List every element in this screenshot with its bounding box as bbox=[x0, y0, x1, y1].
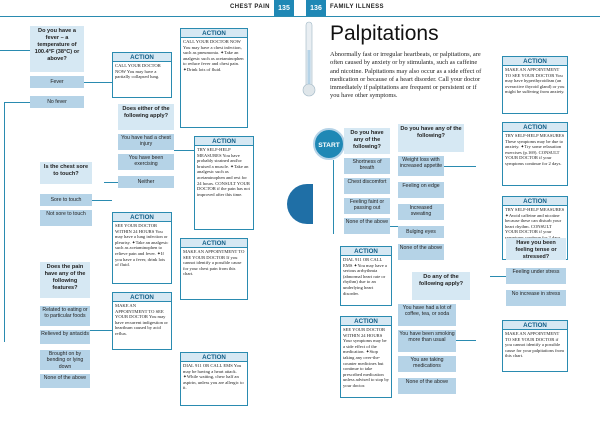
option-bending-lying[interactable]: Brought on by bending or lying down bbox=[40, 350, 90, 370]
action-collapsed-lung: ACTION CALL YOUR DOCTOR NOW You may have a partially collapsed lung. bbox=[112, 52, 172, 98]
option-fever[interactable]: Fever bbox=[30, 76, 84, 88]
connector bbox=[104, 182, 118, 183]
option-taking-medications[interactable]: You are taking medications bbox=[398, 356, 456, 372]
action-appointment-palpitations: ACTION MAKE AN APPOINTMENT TO SEE YOUR DOCTOR if you cannot identify a possible cause for your palpitations from this chart. bbox=[502, 320, 568, 372]
option-chest-discomfort[interactable]: Chest discomfort bbox=[344, 178, 390, 194]
question-serious-symptoms: Do you have any of the following? bbox=[344, 128, 390, 154]
option-none-above-b[interactable]: None of the above bbox=[398, 244, 444, 260]
start-badge: START bbox=[313, 128, 345, 160]
option-shortness-breath[interactable]: Shortness of breath bbox=[344, 158, 390, 174]
question-stress: Have you been feeling tense or stressed? bbox=[506, 238, 566, 260]
action-strained-muscle: ACTION TRY SELF-HELP MEASURES You have probably strained and/or bruised a muscle. ✦Take an analgesic such as acetaminophen and rest for 24 hours. CONSULT YOUR DOCTOR if the pain has not improved after this time. bbox=[194, 136, 254, 230]
action-avoid-caffeine: ACTION TRY SELF-HELP MEASURES ✦Avoid caffeine and nicotine because these can disturb your heart rhythm. CONSULT YOUR DOCTOR if your bbox=[502, 196, 568, 260]
action-anxiety: ACTION TRY SELF-HELP MEASURES These symptoms may be due to anxiety. ✦Try some relaxation exercises (p.169). CONSULT YOUR DOCTOR if your symptoms continue for 2 days. bbox=[502, 122, 568, 186]
connector bbox=[84, 82, 112, 83]
left-running-head: CHEST PAIN bbox=[230, 4, 270, 10]
connector bbox=[390, 226, 398, 227]
connector bbox=[90, 330, 112, 331]
question-pain-features: Does the pain have any of the following features? bbox=[40, 262, 90, 298]
right-page-number: 136 bbox=[306, 0, 326, 16]
action-appointment-chest: ACTION MAKE AN APPOINTMENT TO SEE YOUR DOCTOR If you cannot identify a possible cause for your chest pain from this chart. bbox=[180, 238, 248, 300]
connector bbox=[174, 150, 194, 151]
option-not-sore[interactable]: Not sore to touch bbox=[40, 210, 92, 226]
intro-paragraph: Abnormally fast or irregular heartbeats, or palpitations, are often caused by anxiety or by stimulants, such as caffeine and nicotine. Palpitations may also occur as a side effect of medication or because of a heart disorder. Call your doctor immediately if palpitations are frequent or persistent or if you have other symptoms. bbox=[330, 51, 482, 100]
option-smoking-more[interactable]: You have been smoking more than usual bbox=[398, 330, 456, 352]
question-fever: Do you have a fever – a temperature of 100.4°F (38°C) or above? bbox=[30, 26, 84, 72]
action-lung-infection: ACTION SEE YOUR DOCTOR WITHIN 24 HOURS You may have a lung infection or pleurisy. ✦Take an analgesic such as acetaminophen to relieve pain and fever. ✦If you have a fever, drink lots of fluid. bbox=[112, 212, 172, 284]
connector bbox=[490, 276, 506, 277]
question-sore-to-touch: Is the chest sore to touch? bbox=[40, 162, 92, 184]
chapter-tab bbox=[287, 184, 313, 224]
option-feeling-on-edge[interactable]: Feeling on edge bbox=[398, 182, 444, 198]
header-rule bbox=[0, 16, 600, 17]
question-thyroid-symptoms: Do you have any of the following? bbox=[398, 124, 464, 152]
question-injury-exercise: Does either of the following apply? bbox=[118, 104, 174, 130]
option-no-stress[interactable]: No increase in stress bbox=[506, 290, 566, 306]
connector bbox=[4, 102, 5, 342]
connector bbox=[0, 50, 30, 51]
option-no-fever[interactable]: No fever bbox=[30, 96, 84, 108]
thermometer-illustration bbox=[292, 20, 326, 100]
right-running-head: FAMILY ILLNESS bbox=[330, 4, 384, 10]
option-neither[interactable]: Neither bbox=[118, 176, 174, 188]
option-chest-injury[interactable]: You have had a chest injury bbox=[118, 134, 174, 150]
connector bbox=[456, 340, 476, 341]
option-under-stress[interactable]: Feeling under stress bbox=[506, 268, 566, 284]
page-title: Palpitations bbox=[330, 22, 439, 45]
action-arrhythmia: ACTION DIAL 911 OR CALL EMS ✦You may have a serious arrhythmia (abnormal heart rate or rhythm) due to an underlying heart disorder. bbox=[340, 246, 392, 306]
option-bulging-eyes[interactable]: Bulging eyes bbox=[398, 226, 444, 238]
option-none-above-a[interactable]: None of the above bbox=[344, 218, 390, 234]
action-heart-attack: ACTION DIAL 911 OR CALL EMS You may be having a heart attack. ✦While waiting, chew half an aspirin, unless you are allergic to it. bbox=[180, 352, 248, 406]
connector bbox=[4, 102, 30, 103]
action-acid-reflux: ACTION MAKE AN APPOINTMENT TO SEE YOUR DOCTOR You may have recurrent indigestion or heartburn caused by acid reflux. bbox=[112, 292, 172, 350]
option-weight-loss[interactable]: Weight loss with increased appetite bbox=[398, 156, 444, 176]
connector bbox=[333, 160, 334, 234]
question-stimulants: Do any of the following apply? bbox=[412, 272, 470, 300]
connector bbox=[444, 166, 476, 167]
option-coffee-tea-soda[interactable]: You have had a lot of coffee, tea, or soda bbox=[398, 304, 456, 326]
option-exercising[interactable]: You have been exercising bbox=[118, 154, 174, 170]
left-page-number: 135 bbox=[274, 0, 294, 16]
option-increased-sweating[interactable]: Increased sweating bbox=[398, 204, 444, 220]
option-none-above-c[interactable]: None of the above bbox=[398, 378, 456, 394]
option-feeling-faint[interactable]: Feeling faint or passing out bbox=[344, 198, 390, 214]
action-medication-side-effect: ACTION SEE YOUR DOCTOR WITHIN 24 HOURS Your symptoms may be a side effect of the medication. ✦Stop taking any over-the-counter medicines but continue to take prescribed medication unless advised to stop by your doctor. bbox=[340, 316, 392, 398]
option-related-to-eating[interactable]: Related to eating or to particular foods bbox=[40, 306, 90, 326]
action-chest-infection: ACTION CALL YOUR DOCTOR NOW You may have a chest infection, such as pneumonia. ✦Take an analgesic such as acetaminophen to reduce fever and chest pain. ✦Drink lots of fluid. bbox=[180, 28, 248, 128]
option-none-above-left[interactable]: None of the above bbox=[40, 374, 90, 388]
option-relieved-by-antacids[interactable]: Relieved by antacids bbox=[40, 330, 90, 344]
option-sore-to-touch[interactable]: Sore to touch bbox=[40, 194, 92, 206]
action-hyperthyroidism: ACTION MAKE AN APPOINTMENT TO SEE YOUR DOCTOR You may have hyperthyroidism (an overactive thyroid gland) or you might be suffering from anxiety. bbox=[502, 56, 568, 114]
connector bbox=[92, 200, 112, 201]
